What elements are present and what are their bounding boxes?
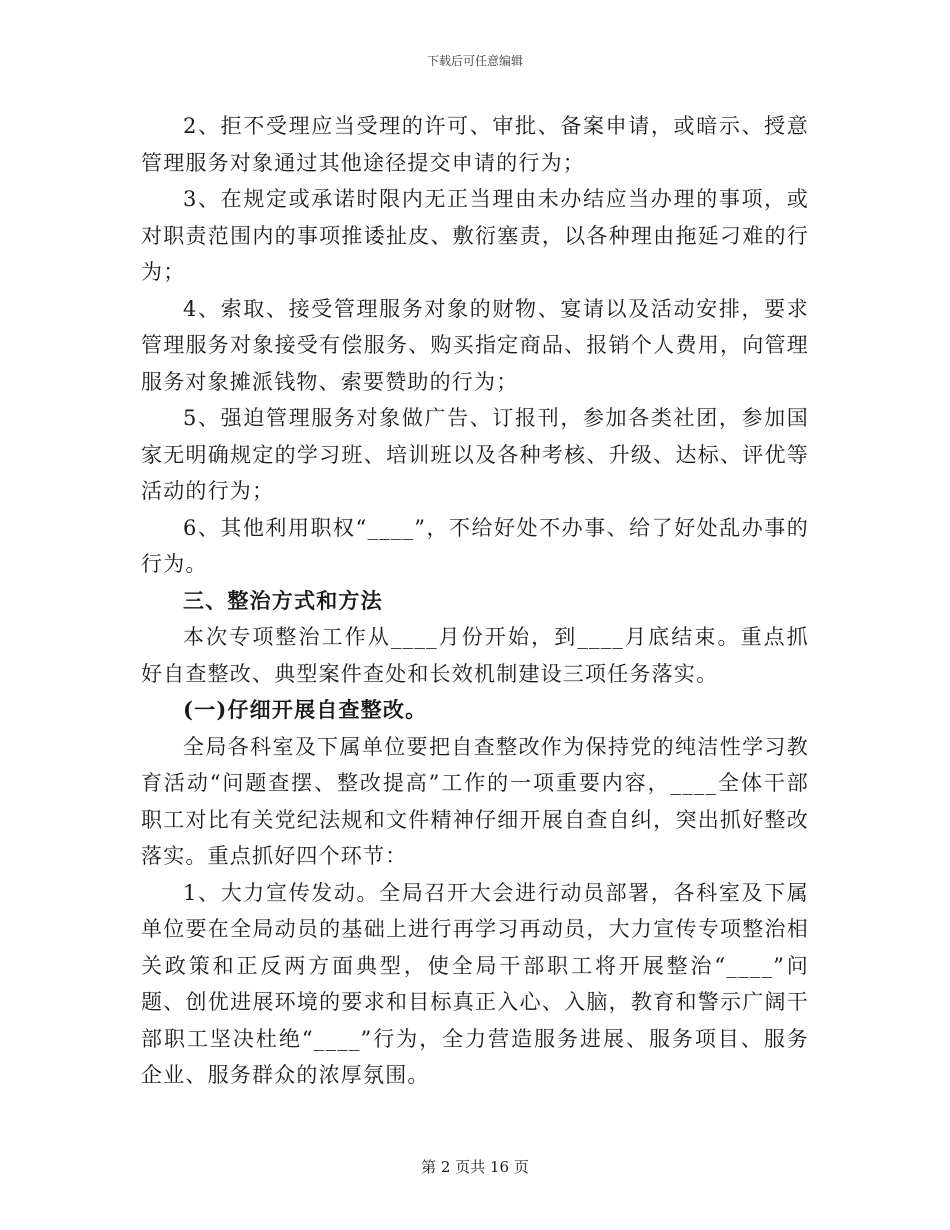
list-item-2: 2、拒不受理应当受理的许可、审批、备案申请，或暗示、授意管理服务对象通过其他途径提交申请的行为； (141, 114, 809, 175)
list-item-3: 3、在规定或承诺时限内无正当理由未办结应当办理的事项，或对职责范围内的事项推诿扯皮、敷衍塞责，以各种理由拖延刁难的行为； (141, 187, 809, 284)
document-body (141, 108, 809, 1094)
list-item-4: 4、索取、接受管理服务对象的财物、宴请以及活动安排，要求管理服务对象接受有偿服务、购买指定商品、报销个人费用，向管理服务对象摊派钱物、索要赞助的行为； (141, 296, 809, 394)
subsection-step-1: 1、大力宣传发动。全局召开大会进行动员部署，各科室及下属单位要在全局动员的基础上进行再学习再动员，大力宣传专项整治相关政策和正反两方面典型，使全局干部职工将开展整治“____”问题、创优进展环境的要求和目标真正入心、入脑，教育和警示广阔干部职工坚决杜绝“____”行为，全力营造服务进展、服务项目、服务企业、服务群众的浓厚氛围。 (141, 880, 809, 1087)
subsection-heading: (一)仔细开展自查整改。 (183, 697, 428, 722)
page-header: 下载后可任意编辑 (426, 54, 523, 68)
subsection-paragraph: 全局各科室及下属单位要把自查整改作为保持党的纯洁性学习教育活动“问题查摆、整改提高”工作的一项重要内容，____全体干部职工对比有关党纪法规和文件精神仔细开展自查自纠，突出抓好整改落实。重点抓好四个环节： (141, 734, 809, 868)
section-intro: 本次专项整治工作从____月份开始，到____月底结束。重点抓好自查整改、典型案件查处和长效机制建设三项任务落实。 (141, 625, 809, 686)
list-item-5: 5、强迫管理服务对象做广告、订报刊，参加各类社团，参加国家无明确规定的学习班、培训班以及各种考核、升级、达标、评优等活动的行为； (141, 406, 809, 503)
page-footer: 第 2 页共 16 页 (421, 1158, 529, 1176)
section-heading: 三、整治方式和方法 (183, 587, 383, 613)
list-item-6: 6、其他利用职权“____”，不给好处不办事、给了好处乱办事的行为。 (141, 515, 809, 576)
